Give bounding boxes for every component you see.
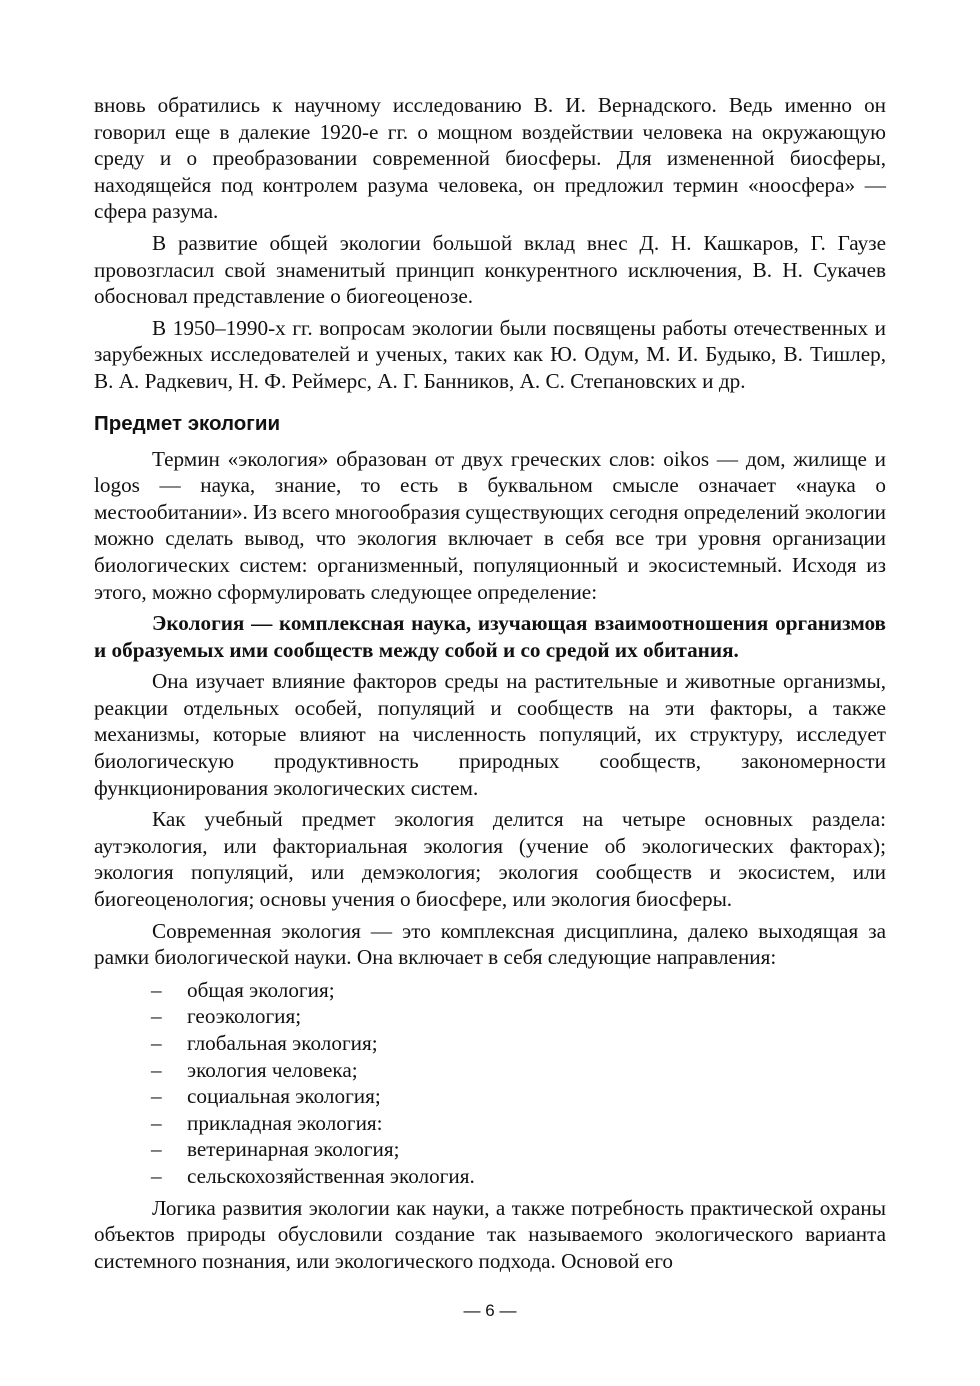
list-item: – социальная экология;	[151, 1084, 381, 1109]
list-item: – глобальная экология;	[151, 1031, 378, 1055]
paragraph-studies: Она изучает влияние факторов среды на растительные и животные организмы, реакции отдельных особей, популяций и сообществ на эти факторы, а также механизмы, которые влияют на численность популяций, их структуру, исследует биологическую продуктивность природных сообществ, закономерности функционирования экологических систем.	[94, 669, 886, 800]
definition-ecology: Экология — комплексная наука, изучающая взаимоотношения организмов и образуемых ими сообществ между собой и со средой их обитания.	[94, 611, 886, 662]
paragraph-sections: Как учебный предмет экология делится на четыре основных раздела: аутэкология, или факториальная экология (учение об экологических факторах); экология популяций, или демэкология; экология сообществ и экосистем, или биогеоценология; основы учения о биосфере, или экология биосферы.	[94, 807, 886, 912]
list-item: – ветеринарная экология;	[151, 1137, 400, 1162]
section-heading: Предмет экологии	[94, 411, 281, 435]
list-dash: –	[151, 1110, 162, 1135]
list-dash: –	[151, 977, 162, 1002]
paragraph-vernadsky: вновь обратились к научному исследованию В. И. Вернадского. Ведь именно он говорил еще в далекие 1920-е гг. о мощном воздействии человека на окружающую среду и о преобразовании современной биосферы. Для измененной биосферы, находящейся под контролем разума человека, он предложил термин «ноосфера» — сфера разума.	[94, 93, 886, 224]
list-item: – геоэкология;	[151, 1004, 302, 1029]
list-dash: –	[151, 1004, 162, 1029]
paragraph-term-ecology: Термин «экология» образован от двух греческих слов: oikos — дом, жилище и logos — наука, знание, то есть в буквальном смысле означает «наука о местообитании». Из всего многообразия существующих сегодня определений экологии можно сделать вывод, что экология включает в себя все три уровня организации биологических систем: организменный, популяционный и экосистемный. Исходя из этого, можно сформулировать следующее определение:	[94, 446, 886, 604]
list-dash: –	[151, 1163, 162, 1188]
paragraph-modern-ecology: Современная экология — это комплексная дисциплина, далеко выходящая за рамки биологической науки. Она включает в себя следующие направления:	[94, 918, 886, 970]
list-item: – общая экология;	[151, 977, 335, 1002]
list-dash: –	[151, 1057, 162, 1082]
list-item: – сельскохозяйственная экология.	[151, 1163, 475, 1188]
list-item: – экология человека;	[151, 1057, 358, 1082]
directions-list	[94, 977, 886, 1190]
page-number: — 6 —	[463, 1301, 517, 1320]
paragraph-logic: Логика развития экологии как науки, а также потребность практической охраны объектов природы обусловили создание так называемого экологического варианта системного познания, или экологического подхода. Основой его	[94, 1195, 886, 1273]
list-dash: –	[151, 1031, 162, 1055]
list-dash: –	[151, 1084, 162, 1109]
paragraph-1950-1990: В 1950–1990-х гг. вопросам экологии были посвящены работы отечественных и зарубежных исследователей и ученых, таких как Ю. Одум, М. И. Будыко, В. Тишлер, В. А. Радкевич, Н. Ф. Реймерс, А. Г. Банников, А. С. Степановских и др.	[94, 315, 886, 393]
list-item: – прикладная экология:	[151, 1110, 383, 1135]
list-dash: –	[151, 1137, 162, 1162]
paragraph-kashkarov: В развитие общей экологии большой вклад внес Д. Н. Кашкаров, Г. Гаузе провозгласил свой знаменитый принцип конкурентного исключения, В. Н. Сукачев обосновал представление о биогеоценозе.	[94, 230, 886, 309]
